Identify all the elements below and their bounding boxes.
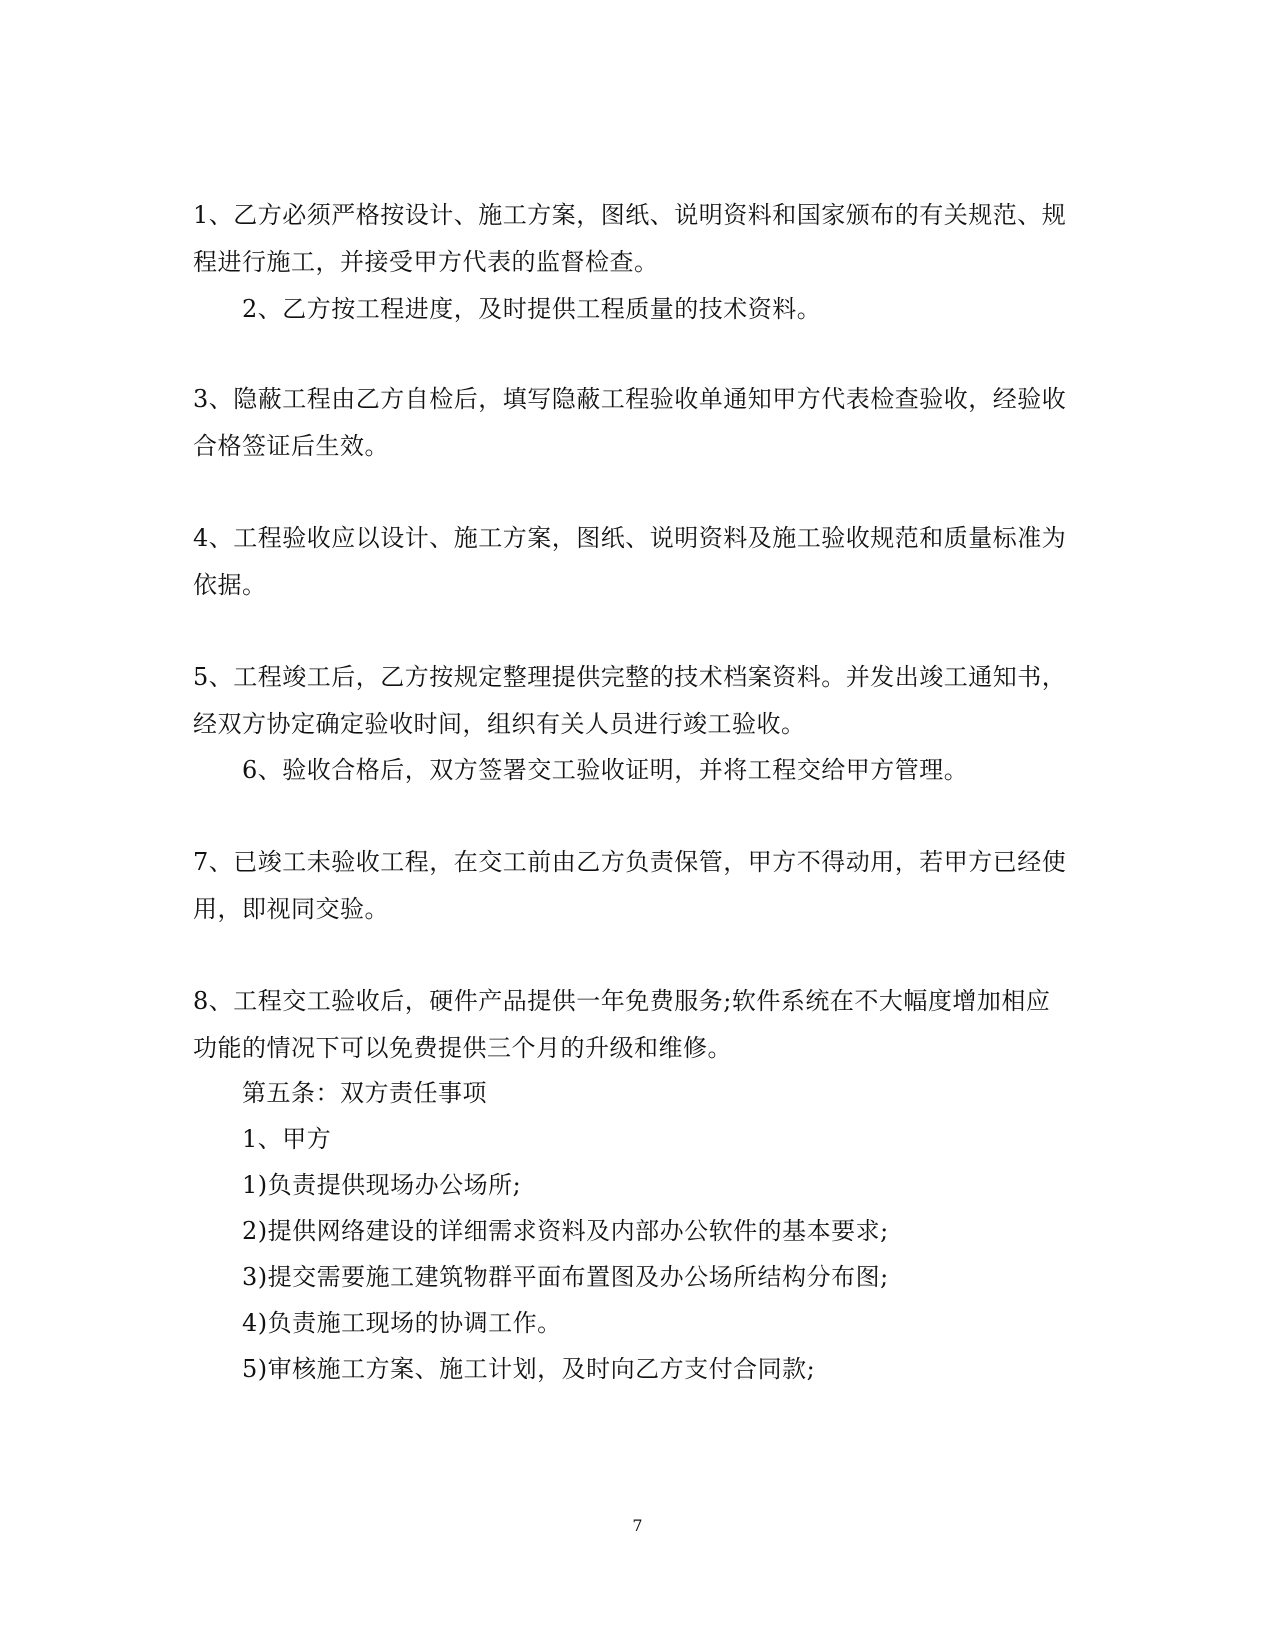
party-a-item-5: 5)审核施工方案、施工计划，及时向乙方支付合同款; [242,1355,816,1383]
party-a-item-2: 2)提供网络建设的详细需求资料及内部办公软件的基本要求; [242,1217,889,1245]
party-a-item-3: 3)提交需要施工建筑物群平面布置图及办公场所结构分布图; [242,1263,889,1291]
clause-7-line-1: 7、已竣工未验收工程，在交工前由乙方负责保管，甲方不得动用，若甲方已经使 [193,848,1067,876]
clause-5-line-2: 经双方协定确定验收时间，组织有关人员进行竣工验收。 [193,710,806,738]
page-number: 7 [632,1516,643,1535]
party-a-item-1: 1)负责提供现场办公场所; [242,1171,522,1199]
clause-1-line-2: 程进行施工，并接受甲方代表的监督检查。 [193,248,659,276]
clause-4-line-2: 依据。 [193,571,267,599]
party-a-item-4: 4)负责施工现场的协调工作。 [242,1309,562,1337]
clause-8-line-2: 功能的情况下可以免费提供三个月的升级和维修。 [193,1034,732,1062]
clause-6: 6、验收合格后，双方签署交工验收证明，并将工程交给甲方管理。 [242,756,969,784]
article-5-heading: 第五条：双方责任事项 [242,1079,487,1107]
clause-2: 2、乙方按工程进度，及时提供工程质量的技术资料。 [242,295,822,323]
clause-7-line-2: 用，即视同交验。 [193,895,389,923]
clause-8-line-1: 8、工程交工验收后，硬件产品提供一年免费服务;软件系统在不大幅度增加相应 [193,987,1051,1015]
clause-4-line-1: 4、工程验收应以设计、施工方案，图纸、说明资料及施工验收规范和质量标准为 [193,524,1067,552]
clause-1-line-1: 1、乙方必须严格按设计、施工方案，图纸、说明资料和国家颁布的有关规范、规 [193,201,1067,229]
party-a-heading: 1、甲方 [242,1125,332,1153]
clause-5-line-1: 5、工程竣工后，乙方按规定整理提供完整的技术档案资料。并发出竣工通知书， [193,663,1067,691]
clause-3-line-1: 3、隐蔽工程由乙方自检后，填写隐蔽工程验收单通知甲方代表检查验收，经验收 [193,385,1067,413]
clause-3-line-2: 合格签证后生效。 [193,432,389,460]
